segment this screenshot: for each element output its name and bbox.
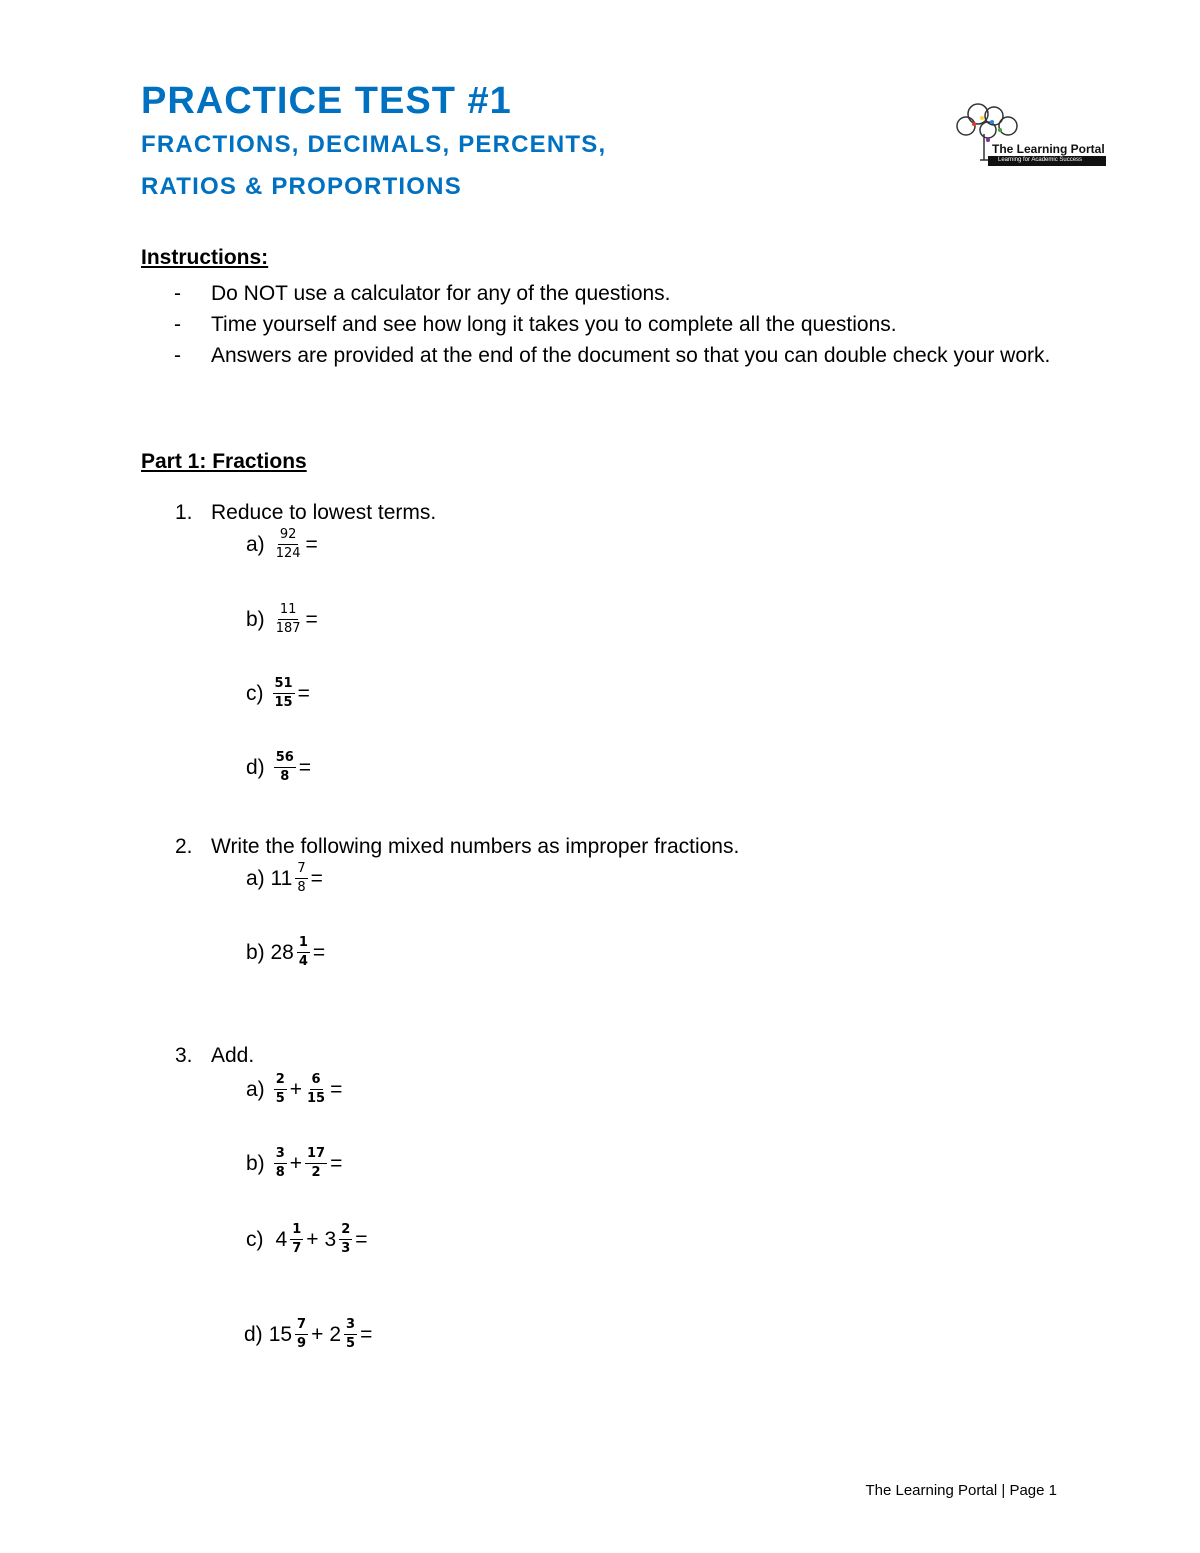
denominator: 124 (275, 546, 301, 561)
whole-number: 2 (329, 1322, 342, 1346)
equals-sign: = (360, 1322, 373, 1346)
denominator: 7 (292, 1241, 302, 1256)
logo-text: The Learning Portal (992, 142, 1105, 156)
equals-sign: = (298, 755, 312, 779)
item-label: b) (246, 607, 265, 631)
question-item-1a (246, 528, 318, 561)
denominator: 9 (297, 1336, 307, 1351)
plus-sign: + (289, 1151, 302, 1175)
question-item-3d (244, 1318, 372, 1351)
fraction (305, 1147, 327, 1180)
numerator: 1 (297, 936, 310, 953)
question-item-3c (246, 1223, 368, 1256)
denominator: 8 (280, 769, 290, 784)
fraction (297, 936, 310, 969)
numerator: 2 (339, 1223, 352, 1240)
fraction (295, 862, 307, 895)
plus-sign: + (306, 1227, 319, 1251)
item-label: c) (246, 1227, 264, 1251)
denominator: 4 (298, 954, 308, 969)
equals-sign: = (330, 1077, 343, 1101)
numerator: 1 (290, 1223, 303, 1240)
fraction (305, 1073, 327, 1106)
numerator: 56 (274, 751, 296, 768)
question-number: 2. (175, 835, 193, 858)
question-number: 1. (175, 501, 193, 524)
equals-sign: = (305, 607, 318, 631)
denominator: 187 (275, 621, 301, 636)
whole-number: 4 (275, 1227, 288, 1251)
numerator: 3 (344, 1318, 357, 1335)
denominator: 8 (275, 1165, 285, 1180)
numerator: 6 (310, 1073, 323, 1090)
instruction-item: Time yourself and see how long it takes you to complete all the questions. (211, 313, 897, 336)
numerator: 2 (274, 1073, 287, 1090)
item-label: d) (246, 755, 265, 779)
denominator: 2 (311, 1165, 321, 1180)
question-item-3b (246, 1147, 342, 1180)
whole-number: 15 (268, 1322, 293, 1346)
part1-heading: Part 1: Fractions (141, 450, 307, 473)
numerator: 17 (305, 1147, 327, 1164)
numerator: 3 (274, 1147, 287, 1164)
question-item-2b (246, 936, 325, 969)
whole-number: 3 (324, 1227, 337, 1251)
question-text: Add. (211, 1044, 255, 1067)
page-subtitle-line1: FRACTIONS, DECIMALS, PERCENTS, (141, 131, 607, 158)
numerator: 51 (273, 677, 295, 694)
plus-sign: + (311, 1322, 324, 1346)
equals-sign: = (310, 866, 323, 890)
numerator: 7 (295, 862, 307, 879)
question-number: 3. (175, 1044, 193, 1067)
fraction (274, 751, 296, 784)
item-label: b) (246, 1151, 265, 1175)
fraction (274, 1073, 287, 1106)
instruction-item: Answers are provided at the end of the document so that you can double check your work. (211, 344, 1051, 367)
bullet-dash: - (174, 282, 181, 305)
question-text: Write the following mixed numbers as improper fractions. (211, 835, 740, 858)
equals-sign: = (355, 1227, 368, 1251)
numerator: 7 (295, 1318, 308, 1335)
item-label: a) (246, 1077, 265, 1101)
fraction (344, 1318, 357, 1351)
numerator: 11 (278, 603, 299, 620)
page-subtitle-line2: RATIOS & PROPORTIONS (141, 173, 462, 200)
numerator: 92 (278, 528, 299, 545)
question-text: Reduce to lowest terms. (211, 501, 437, 524)
denominator: 5 (275, 1091, 285, 1106)
fraction (274, 528, 303, 561)
bullet-dash: - (174, 344, 181, 367)
denominator: 15 (274, 695, 293, 710)
logo-tagline: Learning for Academic Success (998, 157, 1083, 163)
fraction (290, 1223, 303, 1256)
question-item-2a (246, 862, 323, 895)
learning-portal-logo (948, 100, 1108, 170)
page-title: PRACTICE TEST #1 (141, 80, 512, 122)
question-item-1b (246, 603, 318, 636)
denominator: 8 (297, 880, 306, 895)
fraction (274, 603, 303, 636)
item-label: d) (244, 1322, 263, 1346)
item-label: b) 28 (246, 940, 294, 964)
item-label: c) (246, 681, 264, 705)
equals-sign: = (312, 940, 326, 964)
fraction (295, 1318, 308, 1351)
item-label: a) (246, 532, 265, 556)
fraction (273, 677, 295, 710)
fraction (274, 1147, 287, 1180)
denominator: 5 (346, 1336, 356, 1351)
equals-sign: = (297, 681, 310, 705)
fraction (339, 1223, 352, 1256)
denominator: 3 (341, 1241, 351, 1256)
question-item-1c (246, 677, 310, 710)
bullet-dash: - (174, 313, 181, 336)
page-footer: The Learning Portal | Page 1 (865, 1482, 1057, 1499)
equals-sign: = (305, 532, 318, 556)
instructions-heading: Instructions: (141, 246, 269, 269)
denominator: 15 (307, 1091, 326, 1106)
equals-sign: = (330, 1151, 343, 1175)
instruction-item: Do NOT use a calculator for any of the questions. (211, 282, 671, 305)
question-item-1d (246, 751, 311, 784)
question-item-3a (246, 1073, 342, 1106)
plus-sign: + (289, 1077, 302, 1101)
item-label: a) 11 (246, 866, 293, 890)
